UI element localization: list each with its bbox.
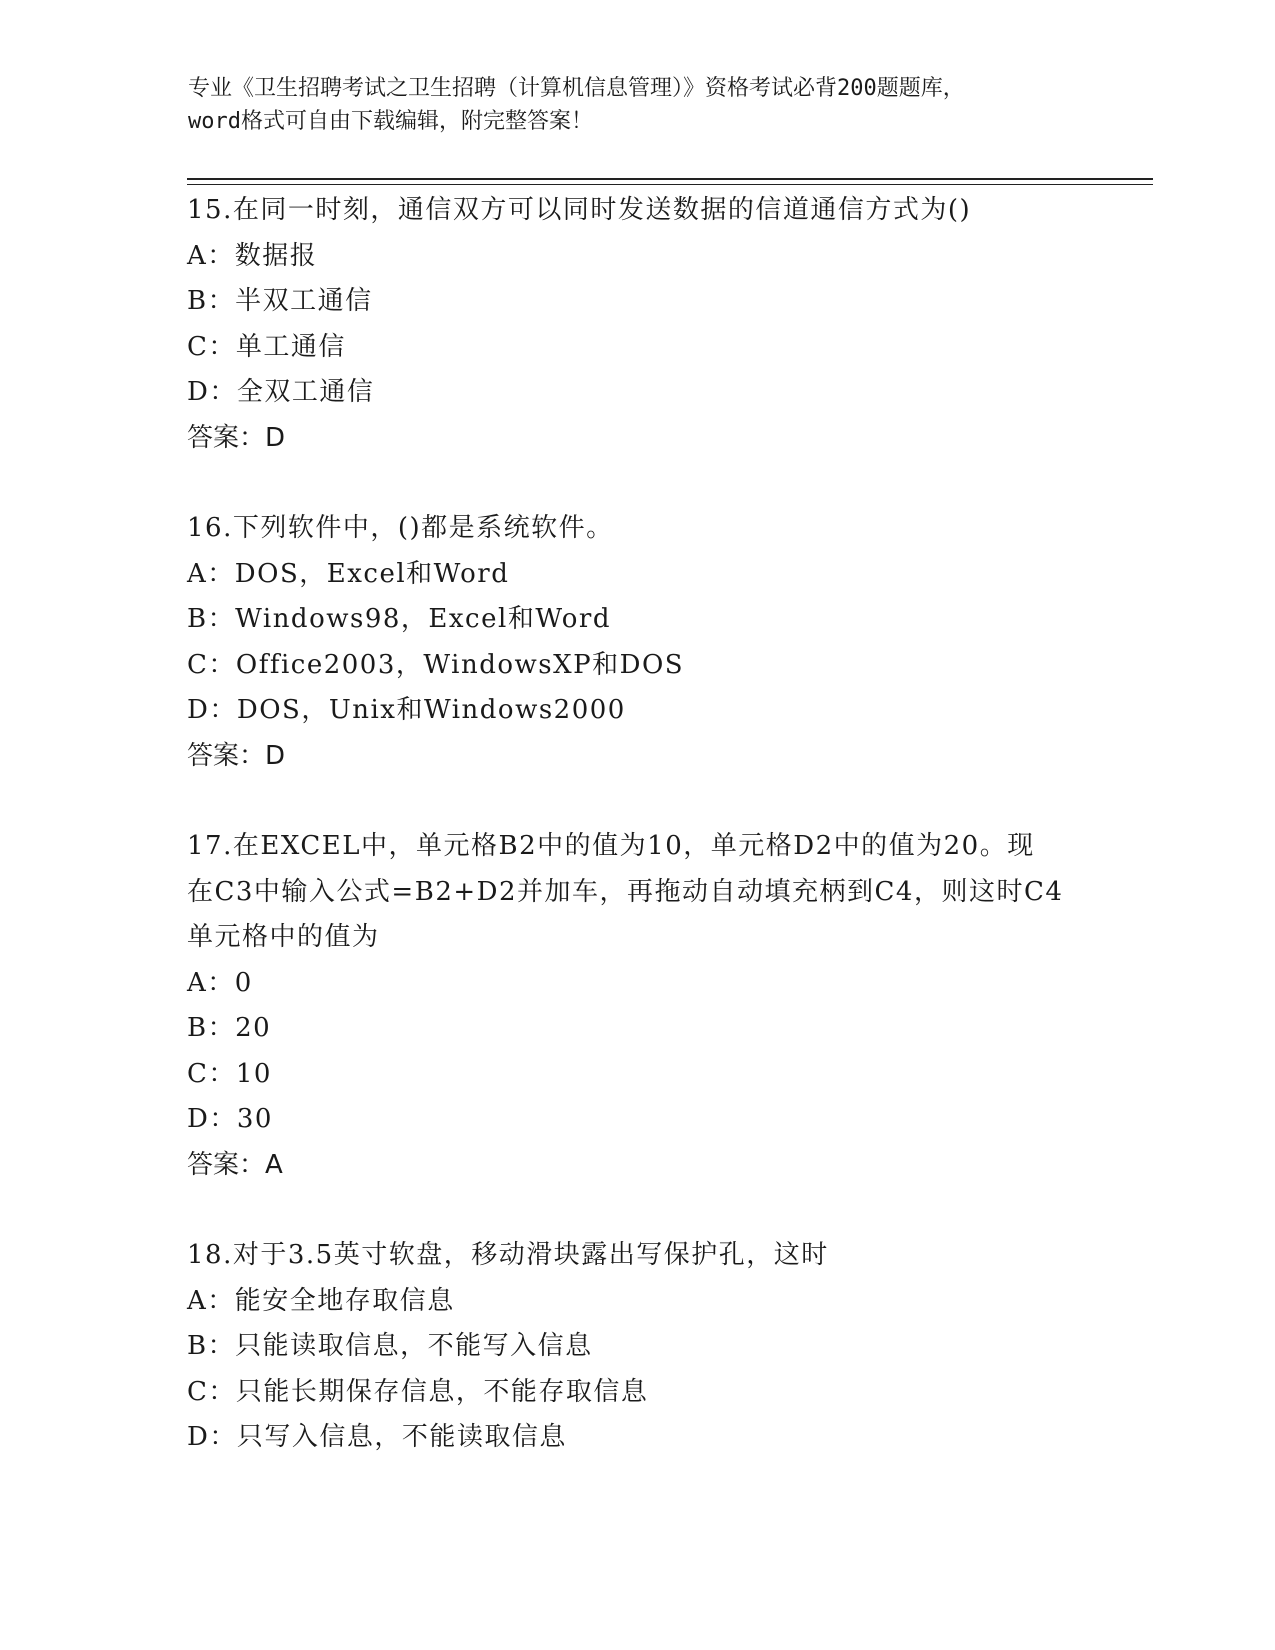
question-text: 17.在EXCEL中，单元格B2中的值为10，单元格D2中的值为20。现: [187, 831, 1035, 861]
question-list: [187, 188, 1087, 1461]
option-a: A：0: [187, 967, 253, 998]
question-spacer: [187, 779, 1087, 824]
question-spacer: [187, 461, 1087, 506]
option-c: C：单工通信: [187, 331, 346, 362]
option-b: B：只能读取信息，不能写入信息: [187, 1331, 593, 1361]
question-text: 18.对于3.5英寸软盘，移动滑块露出写保护孔，这时: [187, 1240, 829, 1270]
option-c: C：只能长期保存信息，不能存取信息: [187, 1376, 649, 1407]
option-b: B：20: [187, 1013, 272, 1043]
document-header: [188, 72, 1088, 138]
header-divider-top: [187, 178, 1153, 180]
answer: 答案：D: [187, 740, 286, 771]
option-a: A：能安全地存取信息: [187, 1285, 455, 1316]
question-spacer: [187, 1188, 1087, 1233]
header-line-2: word格式可自由下载编辑，附完整答案！: [188, 109, 593, 134]
option-d: D：只写入信息，不能读取信息: [187, 1422, 567, 1452]
question-text-cont: 在C3中输入公式=B2+D2并加车，再拖动自动填充柄到C4，则这时C4: [187, 876, 1064, 907]
answer: 答案：A: [187, 1149, 283, 1180]
option-c: C：10: [187, 1058, 272, 1089]
option-b: B：Windows98，Excel和Word: [187, 604, 612, 634]
option-d: D：DOS，Unix和Windows2000: [187, 695, 626, 725]
header-divider-bottom: [187, 184, 1153, 185]
option-d: D：30: [187, 1104, 273, 1134]
option-d: D：全双工通信: [187, 377, 375, 407]
question-text-cont: 单元格中的值为: [187, 922, 380, 952]
option-b: B：半双工通信: [187, 286, 373, 316]
question-16: [187, 506, 1087, 779]
answer: 答案：D: [187, 422, 286, 453]
question-18: [187, 1233, 1087, 1461]
question-text: 15.在同一时刻，通信双方可以同时发送数据的信道通信方式为(): [187, 195, 972, 225]
question-text: 16.下列软件中，()都是系统软件。: [187, 513, 614, 543]
option-c: C：Office2003，WindowsXP和DOS: [187, 649, 685, 680]
question-15: [187, 188, 1087, 461]
option-a: A：DOS，Excel和Word: [187, 558, 510, 589]
header-line-1: 专业《卫生招聘考试之卫生招聘（计算机信息管理）》资格考试必背200题题库，: [188, 76, 965, 101]
question-17: [187, 824, 1087, 1188]
option-a: A：数据报: [187, 240, 318, 271]
